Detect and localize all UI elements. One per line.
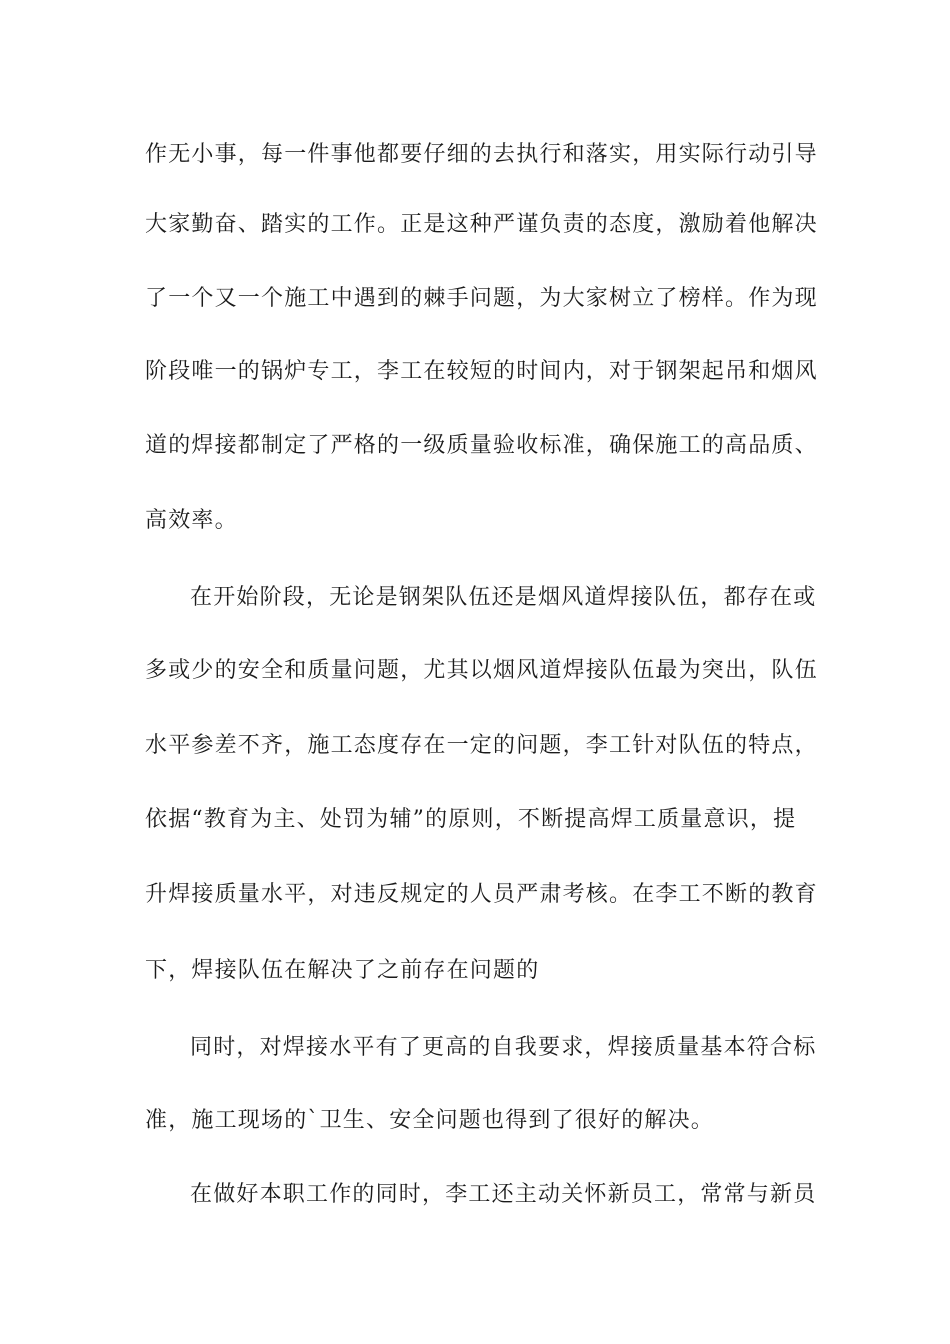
paragraph-first-line: 在做好本职工作的同时，李工还主动关怀新员工，常常与新员 — [190, 1182, 817, 1207]
text-line: 阶段唯一的锅炉专工，李工在较短的时间内，对于钢架起吊和烟风 — [145, 359, 818, 384]
text-line: 作无小事，每一件事他都要仔细的去执行和落实，用实际行动引导 — [145, 142, 818, 167]
text-line: 多或少的安全和质量问题，尤其以烟风道焊接队伍最为突出，队伍 — [145, 658, 818, 683]
text-line: 下，焊接队伍在解决了之前存在问题的 — [145, 958, 540, 983]
text-line: 大家勤奋、踏实的工作。正是这种严谨负责的态度，激励着他解决 — [145, 212, 818, 237]
text-line: 升焊接质量水平，对违反规定的人员严肃考核。在李工不断的教育 — [145, 882, 818, 907]
text-line: 水平参差不齐，施工态度存在一定的问题，李工针对队伍的特点， — [145, 733, 818, 758]
paragraph-first-line: 在开始阶段，无论是钢架队伍还是烟风道焊接队伍，都存在或 — [190, 585, 817, 610]
text-line: 了一个又一个施工中遇到的棘手问题，为大家树立了榜样。作为现 — [145, 286, 818, 311]
paragraph-first-line: 同时，对焊接水平有了更高的自我要求，焊接质量基本符合标 — [190, 1035, 817, 1060]
text-line: 高效率。 — [145, 508, 238, 533]
text-line: 准，施工现场的`卫生、安全问题也得到了很好的解决。 — [145, 1108, 715, 1133]
text-line: 依据“教育为主、处罚为辅”的原则，不断提高焊工质量意识，提 — [145, 807, 797, 832]
text-line: 道的焊接都制定了严格的一级质量验收标准，确保施工的高品质、 — [145, 433, 818, 458]
